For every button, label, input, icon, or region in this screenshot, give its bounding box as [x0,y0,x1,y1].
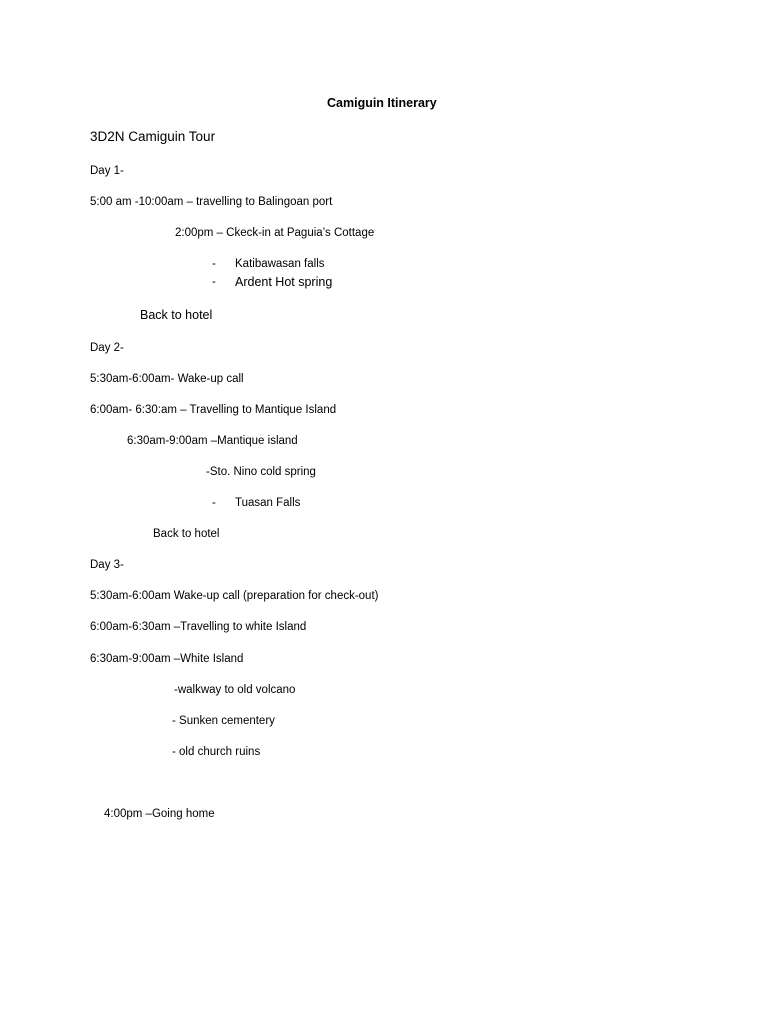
day1-line-checkin: 2:00pm – Ckeck-in at Paguia’s Cottage [175,227,375,239]
closing-going-home: 4:00pm –Going home [104,808,215,820]
day2-line-cold-spring: -Sto. Nino cold spring [206,466,316,478]
day1-back-to-hotel: Back to hotel [140,308,213,322]
day2-heading: Day 2- [90,342,124,354]
day3-heading: Day 3- [90,559,124,571]
day1-bullet-marker-2: - [212,276,216,288]
day3-line-sunken: - Sunken cementery [172,715,275,727]
day2-line-mantique: 6:30am-9:00am –Mantique island [127,435,298,447]
day3-line-church: - old church ruins [172,746,261,758]
document-subtitle: 3D2N Camiguin Tour [90,129,216,144]
day3-line-white-island: 6:30am-9:00am –White Island [90,653,244,665]
day2-back-to-hotel: Back to hotel [153,528,220,540]
day1-bullet-ardent: Ardent Hot spring [235,275,333,289]
day3-line-wakeup: 5:30am-6:00am Wake-up call (preparation for check-out) [90,590,379,602]
day2-line-travel: 6:00am- 6:30:am – Travelling to Mantique Island [90,404,337,416]
document-title: Camiguin Itinerary [327,96,437,110]
day1-heading: Day 1- [90,165,124,177]
day1-bullet-katibawasan: Katibawasan falls [235,258,325,270]
day3-line-walkway: -walkway to old volcano [174,684,296,696]
day1-line-travel: 5:00 am -10:00am – travelling to Balingoan port [90,196,333,208]
day1-bullet-marker-1: - [212,258,216,270]
day2-bullet-marker-1: - [212,497,216,509]
day2-bullet-tuasan: Tuasan Falls [235,497,301,509]
day3-line-travel: 6:00am-6:30am –Travelling to white Island [90,621,307,633]
day2-line-wakeup: 5:30am-6:00am- Wake-up call [90,373,244,385]
